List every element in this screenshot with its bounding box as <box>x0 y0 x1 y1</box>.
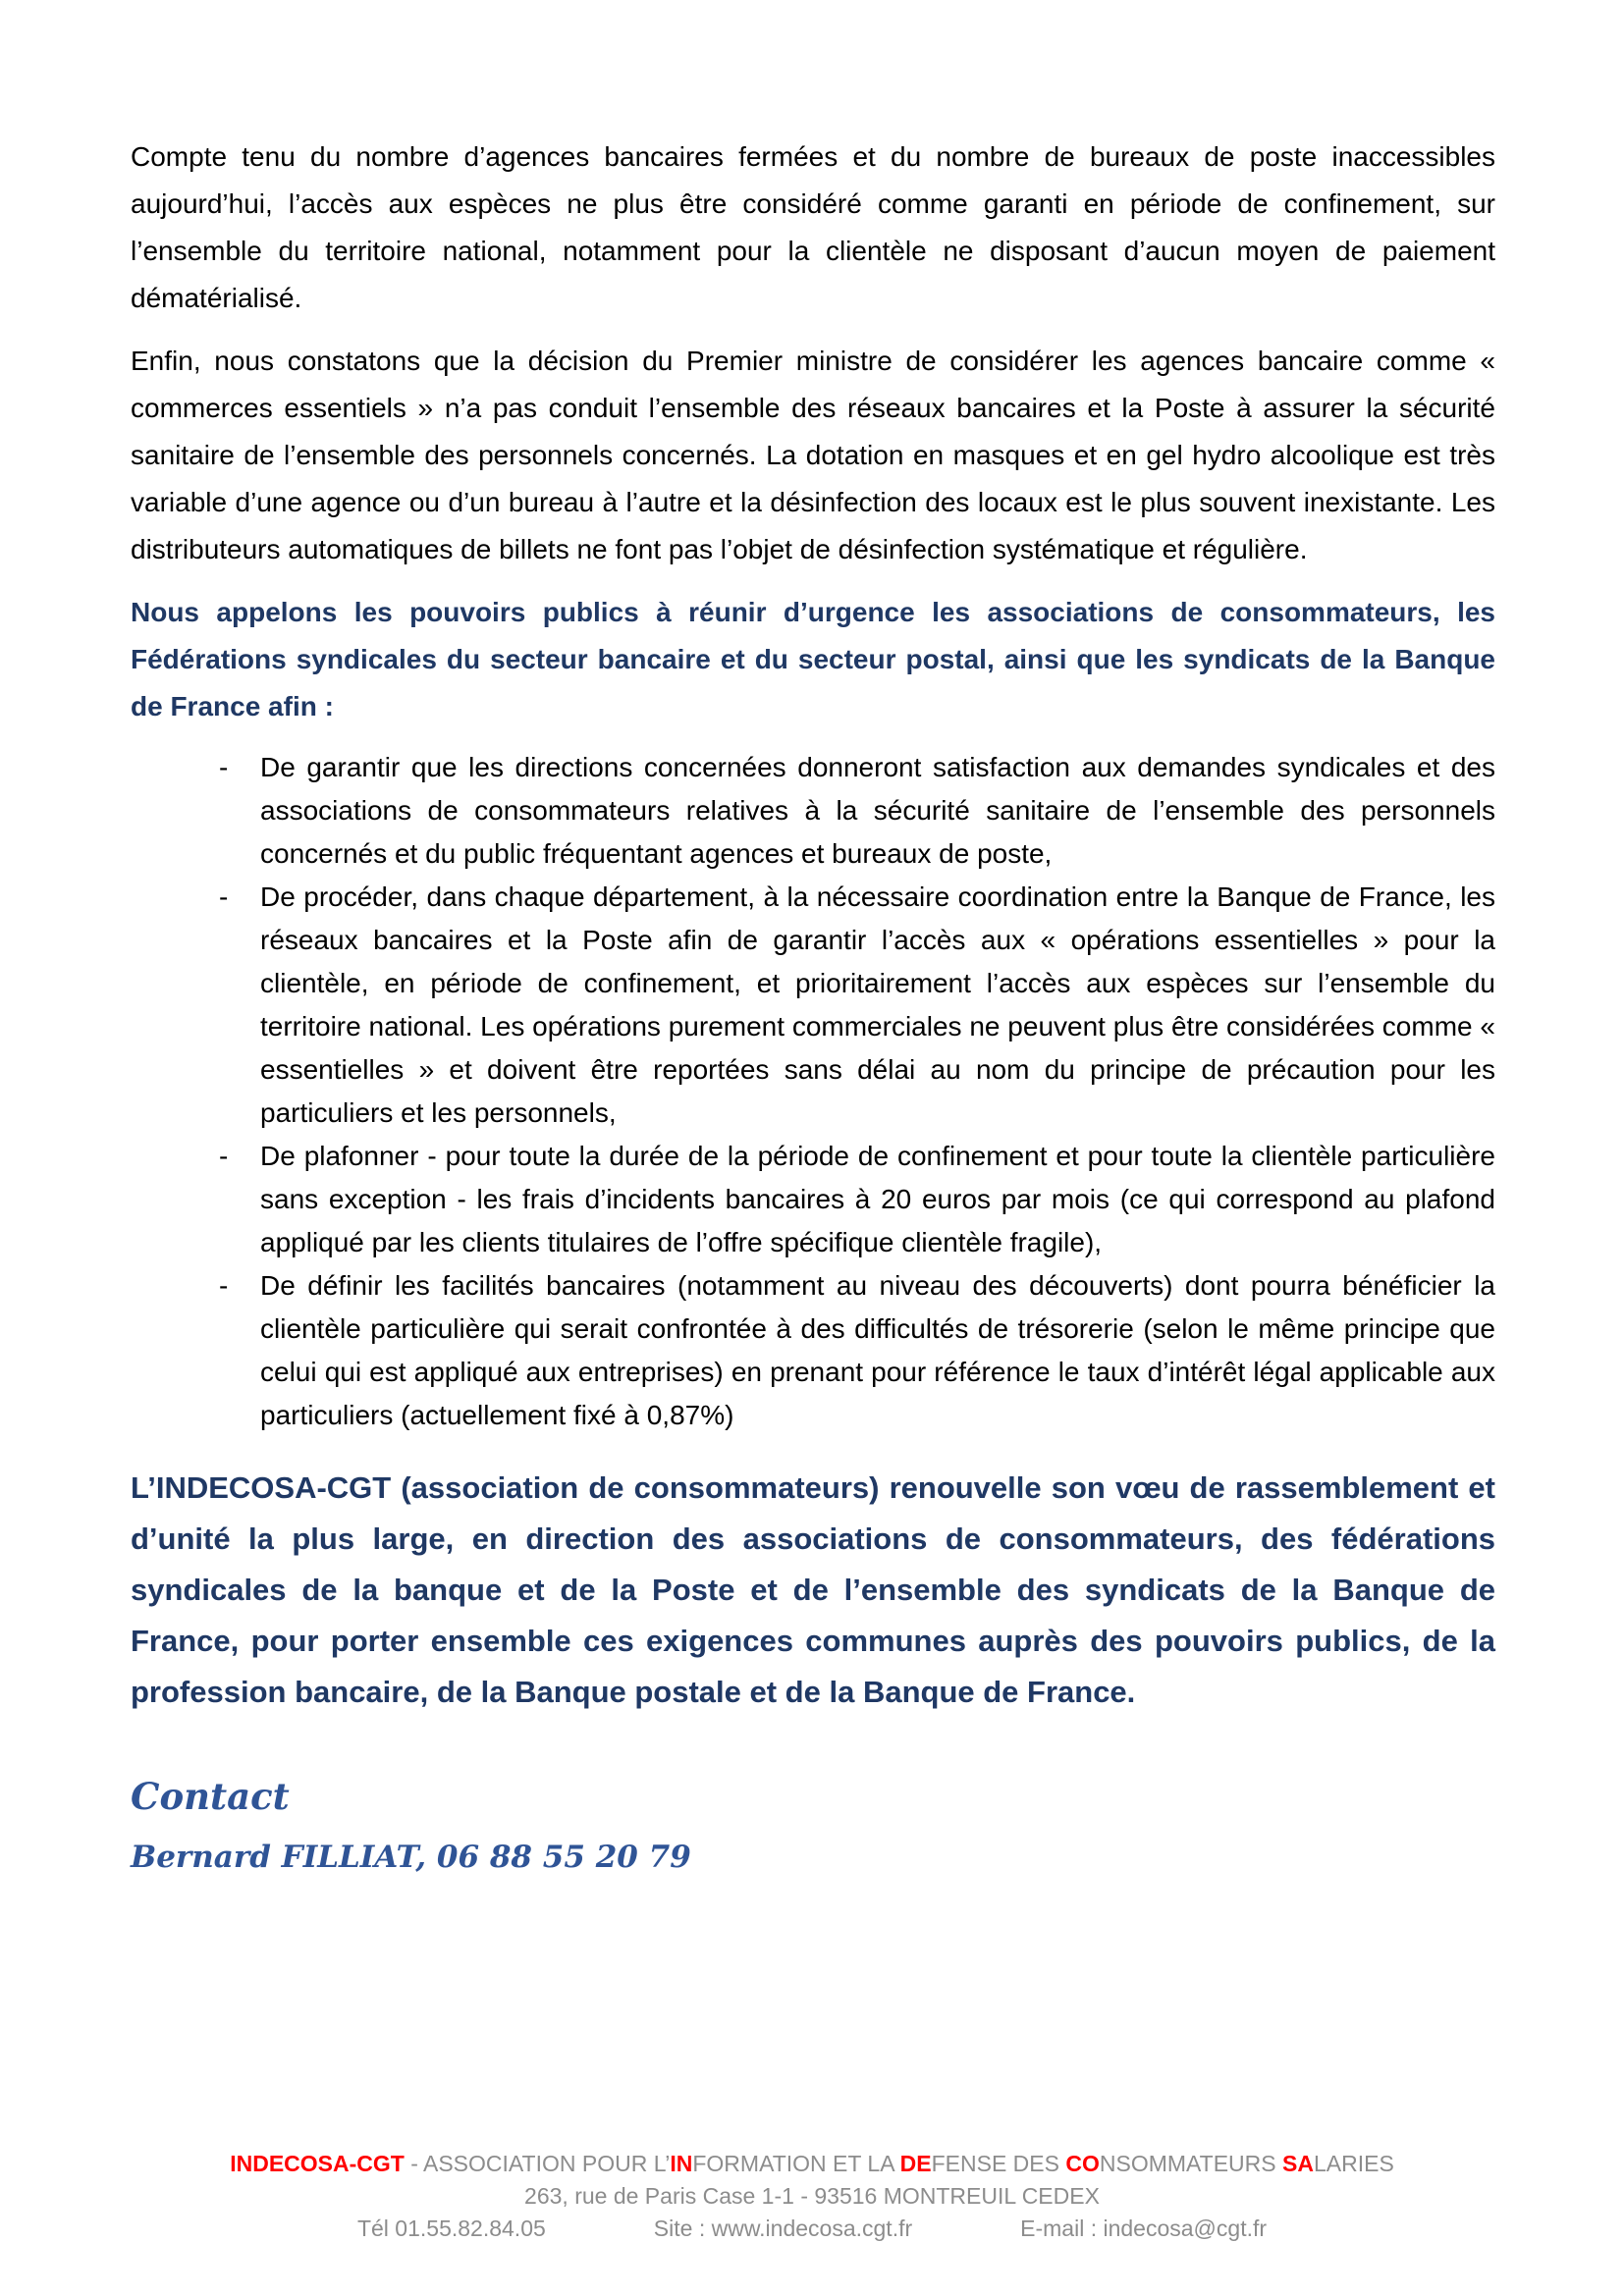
closing-statement: L’INDECOSA-CGT (association de consommateurs) renouvelle son vœu de rassemblement et d’unité la plus large, en direction des associations de consommateurs, des fédérations syndicales de la banque et de la Poste et de l’ensemble des syndicats de la Banque de France, pour porter ensemble ces exigences communes auprès des pouvoirs publics, de la profession bancaire, de la Banque postale et de la Banque de France. <box>131 1470 1495 1709</box>
contact-person: Bernard FILLIAT, 06 88 55 20 79 <box>131 1840 691 1875</box>
footer-org-text: LARIES <box>1313 2151 1394 2176</box>
footer-org-text: FORMATION ET LA <box>692 2151 900 2176</box>
paragraph-cash-access: Compte tenu du nombre d’agences bancaires fermées et du nombre de bureaux de poste inaccessibles aujourd’hui, l’accès aux espèces ne plus être considéré comme garanti en période de confinement, sur l’ensemble du territoire national, notamment pour la clientèle ne disposant d’aucun moyen de paiement dématérialisé. <box>131 141 1495 313</box>
footer-contact-line <box>0 2213 1624 2245</box>
footer-site: Site : www.indecosa.cgt.fr <box>653 2216 913 2241</box>
call-to-action: Nous appelons les pouvoirs publics à réunir d’urgence les associations de consommateurs, les Fédérations syndicales du secteur bancaire et du secteur postal, ainsi que les syndicats de la Banque de France afin : <box>131 597 1495 721</box>
list-item-sanitary-guarantee <box>131 746 1495 876</box>
footer-org-line <box>0 2148 1624 2180</box>
footer <box>0 2148 1624 2245</box>
footer-org-highlight: SA <box>1282 2151 1314 2176</box>
footer-org-text: FENSE DES <box>931 2151 1066 2176</box>
footer-org-highlight: IN <box>670 2151 693 2176</box>
paragraph-sanitary-situation: Enfin, nous constatons que la décision du Premier ministre de considérer les agences bancaire comme « commerces essentiels » n’a pas conduit l’ensemble des réseaux bancaires et la Poste à assurer la sécurité sanitaire de l’ensemble des personnels concernés. La dotation en masques et en gel hydro alcoolique est très variable d’une agence ou d’un bureau à l’autre et la désinfection des locaux est le plus souvent inexistante. Les distributeurs automatiques de billets ne font pas l’objet de désinfection systématique et régulière. <box>131 346 1495 564</box>
footer-phone: Tél 01.55.82.84.05 <box>356 2216 546 2241</box>
contact-heading: Contact <box>131 1775 290 1818</box>
footer-org-text: - ASSOCIATION POUR L’ <box>404 2151 671 2176</box>
list-item-fee-cap <box>131 1135 1495 1264</box>
footer-org-highlight: DE <box>899 2151 932 2176</box>
footer-org-name: INDECOSA-CGT <box>230 2151 405 2176</box>
list-item-text: De plafonner - pour toute la durée de la période de confinement et pour toute la clientèle particulière sans exception - les frais d’incidents bancaires à 20 euros par mois (ce qui correspond au plafond appliqué par les clients titulaires de l’offre spécifique clientèle fragile), <box>260 1141 1495 1257</box>
dash-marker: - <box>219 1141 229 1171</box>
dash-marker: - <box>219 1270 229 1301</box>
demands-list <box>131 746 1495 1437</box>
footer-email: E-mail : indecosa@cgt.fr <box>1020 2216 1268 2241</box>
dash-marker: - <box>219 881 229 912</box>
list-item-text: De définir les facilités bancaires (notamment au niveau des découverts) dont pourra bénéficier la clientèle particulière qui serait confrontée à des difficultés de trésorerie (selon le même principe que celui qui est appliqué aux entreprises) en prenant pour référence le taux d’intérêt légal applicable aux particuliers (actuellement fixé à 0,87%) <box>260 1270 1495 1430</box>
dash-marker: - <box>219 752 229 782</box>
list-item-coordination <box>131 876 1495 1135</box>
list-item-banking-facilities <box>131 1264 1495 1437</box>
footer-org-text: NSOMMATEURS <box>1099 2151 1283 2176</box>
footer-address: 263, rue de Paris Case 1-1 - 93516 MONTREUIL CEDEX <box>524 2183 1100 2209</box>
list-item-text: De garantir que les directions concernées donneront satisfaction aux demandes syndicales et des associations de consommateurs relatives à la sécurité sanitaire de l’ensemble des personnels concernés et du public fréquentant agences et bureaux de poste, <box>260 752 1495 869</box>
footer-org-highlight: CO <box>1065 2151 1100 2176</box>
list-item-text: De procéder, dans chaque département, à la nécessaire coordination entre la Banque de France, les réseaux bancaires et la Poste afin de garantir l’accès aux « opérations essentielles » pour la clientèle, en période de confinement, et prioritairement l’accès aux espèces sur l’ensemble du territoire national. Les opérations purement commerciales ne peuvent plus être considérées comme « essentielles » et doivent être reportées sans délai au nom du principe de précaution pour les particuliers et les personnels, <box>260 881 1495 1128</box>
